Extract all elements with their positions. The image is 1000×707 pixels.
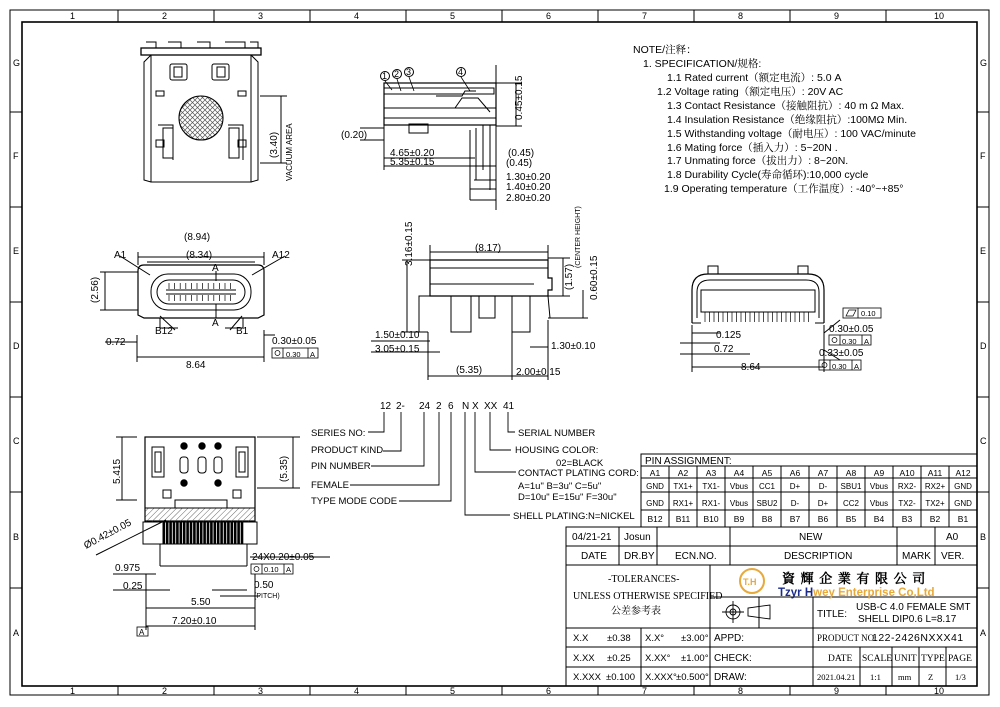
grid-col-bottom: 6 bbox=[546, 686, 552, 696]
svg-text:0.10: 0.10 bbox=[264, 565, 279, 574]
svg-text:DESCRIPTION: DESCRIPTION bbox=[784, 551, 853, 562]
company-logo bbox=[740, 569, 764, 593]
svg-text:2.80±0.20: 2.80±0.20 bbox=[506, 193, 551, 204]
pin-label-b: B2 bbox=[929, 514, 941, 524]
svg-text:UNIT: UNIT bbox=[894, 654, 917, 664]
svg-text:-TOLERANCES-: -TOLERANCES- bbox=[608, 574, 680, 585]
svg-text:7.20±0.10: 7.20±0.10 bbox=[172, 616, 217, 627]
solder-pad bbox=[166, 522, 168, 544]
svg-text:A0: A0 bbox=[946, 532, 959, 543]
svg-text:24X0.20±0.05: 24X0.20±0.05 bbox=[252, 552, 315, 563]
solder-pad bbox=[183, 522, 185, 544]
grid-row-right: C bbox=[980, 436, 987, 446]
grid-row-right: E bbox=[980, 246, 987, 256]
svg-text:Ø0.42±0.05: Ø0.42±0.05 bbox=[82, 517, 134, 552]
company-name-cn: 資 輝 企 業 有 限 公 司 bbox=[782, 571, 927, 586]
pin-signal-a: CC1 bbox=[758, 482, 776, 491]
pin-label-b: B11 bbox=[675, 514, 691, 524]
svg-text:0.25: 0.25 bbox=[123, 581, 143, 592]
pin-signal-b: Vbus bbox=[869, 499, 889, 508]
pin-label-b: B4 bbox=[873, 514, 885, 524]
svg-text:X.XX°: X.XX° bbox=[645, 653, 671, 664]
svg-text:(0.45): (0.45) bbox=[506, 158, 533, 169]
svg-text:DRAW:: DRAW: bbox=[714, 672, 747, 683]
pin-label-a: A7 bbox=[817, 468, 829, 478]
solder-pad bbox=[194, 522, 196, 544]
svg-text:TYPE MODE CODE: TYPE MODE CODE bbox=[311, 496, 398, 507]
svg-text:SERIES NO:: SERIES NO: bbox=[311, 428, 366, 439]
pin-label-a: A2 bbox=[677, 468, 689, 478]
pin-signal-a: RX2+ bbox=[924, 482, 946, 491]
svg-text:A12: A12 bbox=[272, 250, 290, 261]
right-view bbox=[680, 266, 840, 372]
pin-label-b: B7 bbox=[789, 514, 801, 524]
grid-row-left: D bbox=[13, 341, 20, 351]
grid-col-top: 3 bbox=[258, 11, 264, 21]
grid-col-top: 8 bbox=[738, 11, 744, 21]
svg-text:0.125: 0.125 bbox=[716, 330, 742, 341]
svg-text:公差参考表: 公差参考表 bbox=[611, 606, 661, 617]
solder-pad bbox=[200, 522, 202, 544]
svg-text:1.40±0.20: 1.40±0.20 bbox=[506, 182, 551, 193]
svg-text:MARK: MARK bbox=[902, 551, 931, 562]
grid-row-right: B bbox=[980, 532, 987, 542]
top-view bbox=[141, 42, 287, 182]
svg-text:PAGE: PAGE bbox=[948, 654, 972, 664]
grid-col-bottom: 7 bbox=[642, 686, 648, 696]
pin-label-a: A1 bbox=[649, 468, 661, 478]
part-number-decoder bbox=[311, 401, 639, 522]
pin-signal-a: Vbus bbox=[869, 482, 889, 491]
svg-text:(2.56): (2.56) bbox=[90, 276, 101, 303]
svg-text:SHELL DIP0.6 L=8.17: SHELL DIP0.6 L=8.17 bbox=[858, 614, 957, 625]
pin-label-a: A5 bbox=[761, 468, 773, 478]
svg-text:TYPE: TYPE bbox=[921, 654, 945, 664]
note-1-3: 1.3 Contact Resistance（接触阻抗）: 40 m Ω Max. bbox=[667, 100, 905, 112]
grid-row-left: B bbox=[13, 532, 20, 542]
solder-pad bbox=[238, 522, 240, 544]
code-digit: XX bbox=[484, 401, 498, 412]
solder-pad bbox=[231, 522, 233, 544]
solder-pad bbox=[221, 522, 223, 544]
code-digit: N bbox=[462, 401, 470, 412]
svg-text:TITLE:: TITLE: bbox=[817, 609, 848, 620]
svg-text:8.64: 8.64 bbox=[741, 362, 761, 373]
revision-block bbox=[566, 527, 977, 565]
code-digit: X bbox=[472, 401, 479, 412]
note-1-2: 1.2 Voltage rating（额定电压）: 20V AC bbox=[657, 86, 844, 98]
svg-text:(8.94): (8.94) bbox=[184, 232, 211, 243]
svg-text:5.415: 5.415 bbox=[112, 458, 123, 484]
svg-text:1/3: 1/3 bbox=[955, 672, 966, 682]
pin-label-a: A6 bbox=[789, 468, 801, 478]
svg-text:0.10: 0.10 bbox=[861, 309, 876, 318]
grid-col-top: 7 bbox=[642, 11, 648, 21]
solder-pad bbox=[197, 522, 199, 544]
grid-col-top: 2 bbox=[162, 11, 168, 21]
solder-pad bbox=[207, 522, 209, 544]
svg-text:A: A bbox=[286, 565, 292, 574]
svg-text:USB-C 4.0 FEMALE SMT: USB-C 4.0 FEMALE SMT bbox=[856, 602, 971, 613]
svg-text:B1: B1 bbox=[236, 326, 249, 337]
svg-text:CONTACT PLATING CORD:: CONTACT PLATING CORD: bbox=[518, 468, 639, 479]
note-1-1: 1.1 Rated current（额定电流）: 5.0 A bbox=[667, 72, 842, 84]
svg-text:(5.35): (5.35) bbox=[456, 365, 483, 376]
pin-label-a: A8 bbox=[845, 468, 857, 478]
bottom-dims bbox=[82, 456, 314, 637]
solder-pad bbox=[241, 522, 243, 544]
pin-signal-a: TX1- bbox=[702, 482, 720, 491]
solder-pad bbox=[173, 522, 175, 544]
grid-col-top: 4 bbox=[354, 11, 360, 21]
side-callouts bbox=[381, 67, 471, 91]
svg-text:(PITCH): (PITCH) bbox=[254, 593, 280, 600]
grid-row-right: A bbox=[980, 628, 987, 638]
grid-col-top: 1 bbox=[70, 11, 76, 21]
svg-text:±0.25: ±0.25 bbox=[607, 653, 631, 664]
pin-signal-b: TX2+ bbox=[925, 499, 945, 508]
svg-text:X.X°: X.X° bbox=[645, 633, 665, 644]
note-1-4: 1.4 Insulation Resistance（绝缘阻抗）:100MΩ Min. bbox=[667, 114, 908, 126]
svg-text:FEMALE: FEMALE bbox=[311, 480, 350, 491]
pin-label-a: A9 bbox=[873, 468, 885, 478]
dim-vacuum-area: VACUUM AREA bbox=[285, 123, 294, 181]
grid-col-bottom: 1 bbox=[70, 686, 76, 696]
grid-col-bottom: 3 bbox=[258, 686, 264, 696]
svg-text:1:1: 1:1 bbox=[870, 672, 881, 682]
center-dims bbox=[375, 206, 600, 378]
svg-text:0.72: 0.72 bbox=[106, 337, 126, 348]
solder-pad bbox=[180, 522, 182, 544]
solder-pad bbox=[204, 522, 206, 544]
note-1-5: 1.5 Withstanding voltage（耐电压）: 100 VAC/minute bbox=[667, 128, 917, 140]
pin-signal-b: D- bbox=[790, 499, 800, 508]
pin-label-a: A12 bbox=[955, 468, 971, 478]
svg-text:0.30: 0.30 bbox=[286, 350, 301, 359]
bottom-view bbox=[96, 437, 330, 630]
solder-pad bbox=[187, 522, 189, 544]
svg-text:A: A bbox=[310, 350, 316, 359]
solder-pad bbox=[163, 522, 165, 544]
svg-text:5.35±0.15: 5.35±0.15 bbox=[390, 157, 435, 168]
pin-signal-a: RX2- bbox=[897, 482, 917, 491]
svg-text:X.XX: X.XX bbox=[573, 653, 595, 664]
svg-text:1: 1 bbox=[382, 71, 388, 81]
svg-text:Josun: Josun bbox=[624, 532, 651, 543]
svg-text:A: A bbox=[212, 318, 219, 329]
svg-text:SERIAL NUMBER: SERIAL NUMBER bbox=[518, 428, 596, 439]
note-1-8: 1.8 Durability Cycle(寿命循环):10,000 cycle bbox=[667, 169, 869, 181]
code-digit: 2- bbox=[396, 401, 405, 412]
pin-label-a: A4 bbox=[733, 468, 745, 478]
svg-text:1.50±0.10: 1.50±0.10 bbox=[375, 330, 420, 341]
projection-symbol bbox=[722, 601, 770, 623]
grid-col-bottom: 9 bbox=[834, 686, 840, 696]
svg-text:3: 3 bbox=[406, 67, 412, 77]
svg-text:2: 2 bbox=[394, 69, 400, 79]
notes-title: NOTE/注释： bbox=[633, 44, 697, 56]
svg-text:Z: Z bbox=[928, 672, 934, 682]
svg-text:0.30±0.05: 0.30±0.05 bbox=[272, 336, 317, 347]
grid-col-top: 10 bbox=[934, 11, 945, 21]
grid-row-left: G bbox=[13, 58, 21, 68]
notes-spec-header: 1. SPECIFICATION/规格: bbox=[643, 58, 762, 70]
svg-text:PIN NUMBER: PIN NUMBER bbox=[311, 461, 371, 472]
svg-text:(CENTER HEIGHT): (CENTER HEIGHT) bbox=[575, 206, 582, 268]
svg-text:D=10u" E=15u" F=30u": D=10u" E=15u" F=30u" bbox=[518, 492, 617, 503]
pin-signal-b: TX2- bbox=[898, 499, 916, 508]
svg-text:4.65±0.20: 4.65±0.20 bbox=[390, 148, 435, 159]
svg-text:X.XXX: X.XXX bbox=[573, 672, 601, 683]
svg-text:(5.35): (5.35) bbox=[279, 455, 290, 482]
svg-text:1.30±0.20: 1.30±0.20 bbox=[506, 172, 551, 183]
note-1-7: 1.7 Unmating force（拔出力）: 8~20N. bbox=[667, 155, 849, 167]
grid-row-left: C bbox=[13, 436, 20, 446]
pin-signal-a: GND bbox=[954, 482, 972, 491]
svg-text:VER.: VER. bbox=[941, 551, 965, 562]
right-dims bbox=[714, 308, 881, 373]
svg-text:(0.20): (0.20) bbox=[341, 130, 368, 141]
svg-text:A: A bbox=[139, 628, 145, 637]
svg-text:1.30±0.10: 1.30±0.10 bbox=[551, 341, 596, 352]
code-digit: 12 bbox=[380, 401, 392, 412]
pin-label-b: B9 bbox=[733, 514, 745, 524]
svg-text:T.H: T.H bbox=[743, 577, 757, 587]
svg-text:0.45±0.15: 0.45±0.15 bbox=[514, 75, 525, 120]
pin-signal-b: CC2 bbox=[842, 499, 860, 508]
svg-text:2021.04.21: 2021.04.21 bbox=[817, 672, 856, 682]
pin-label-a: A3 bbox=[705, 468, 717, 478]
svg-text:0.30±0.05: 0.30±0.05 bbox=[829, 324, 874, 335]
pin-signal-b: GND bbox=[646, 499, 664, 508]
company-name-en: Tzyr Hwey Enterprise Co,Ltd bbox=[778, 587, 935, 599]
grid-row-right: F bbox=[980, 151, 986, 161]
svg-text:5.50: 5.50 bbox=[191, 597, 211, 608]
svg-text:ECN.NO.: ECN.NO. bbox=[675, 551, 717, 562]
grid-row-right: G bbox=[980, 58, 988, 68]
grid-row-left: E bbox=[13, 246, 20, 256]
svg-text:0.50: 0.50 bbox=[254, 580, 274, 591]
pin-signal-a: D- bbox=[818, 482, 828, 491]
solder-pad bbox=[217, 522, 219, 544]
svg-text:±0.38: ±0.38 bbox=[607, 633, 631, 644]
svg-text:UNLESS OTHERWISE SPECIFIED: UNLESS OTHERWISE SPECIFIED bbox=[573, 591, 723, 602]
svg-text:DATE: DATE bbox=[581, 551, 607, 562]
solder-pad bbox=[177, 522, 179, 544]
svg-text:PRODUCT NO:: PRODUCT NO: bbox=[817, 633, 877, 643]
front-view bbox=[100, 252, 285, 362]
svg-text:(8.34): (8.34) bbox=[186, 250, 213, 261]
svg-text:X.XXX°: X.XXX° bbox=[645, 672, 677, 683]
pin-label-b: B10 bbox=[703, 514, 719, 524]
grid-row-left: F bbox=[13, 151, 19, 161]
svg-text:(8.17): (8.17) bbox=[475, 243, 502, 254]
svg-text:A: A bbox=[864, 337, 870, 346]
svg-text:0.30: 0.30 bbox=[842, 337, 857, 346]
svg-text:04/21-21: 04/21-21 bbox=[572, 532, 612, 543]
pin-assignment-title: PIN ASSIGNMENT: bbox=[645, 456, 732, 467]
svg-text:±3.00°: ±3.00° bbox=[681, 633, 709, 644]
pin-signal-b: RX1+ bbox=[672, 499, 694, 508]
svg-text:02=BLACK: 02=BLACK bbox=[556, 458, 604, 469]
solder-pad bbox=[170, 522, 172, 544]
pin-label-b: B5 bbox=[845, 514, 857, 524]
svg-text:0.60±0.15: 0.60±0.15 bbox=[589, 255, 600, 300]
note-1-6: 1.6 Mating force（插入力）: 5~20N . bbox=[667, 142, 838, 154]
grid-col-bottom: 5 bbox=[450, 686, 456, 696]
pin-signal-b: SBU2 bbox=[756, 499, 778, 508]
svg-text:A=1u" B=3u" C=5u": A=1u" B=3u" C=5u" bbox=[518, 481, 602, 492]
svg-text:4: 4 bbox=[458, 67, 464, 77]
grid-row-left: A bbox=[13, 628, 20, 638]
code-digit: 41 bbox=[503, 401, 515, 412]
pin-signal-a: Vbus bbox=[729, 482, 749, 491]
svg-text:0.30: 0.30 bbox=[832, 362, 847, 371]
svg-text:0.975: 0.975 bbox=[115, 563, 141, 574]
svg-text:DR.BY: DR.BY bbox=[624, 551, 655, 562]
svg-text:HOUSING COLOR:: HOUSING COLOR: bbox=[515, 445, 599, 456]
svg-text:(1.57): (1.57) bbox=[564, 263, 575, 290]
title-block bbox=[566, 565, 977, 686]
pin-assignment-table bbox=[641, 454, 977, 527]
dim-3-40: (3.40) bbox=[269, 131, 280, 158]
svg-text:SCALE: SCALE bbox=[862, 654, 893, 664]
svg-text:2.00±0.15: 2.00±0.15 bbox=[516, 367, 561, 378]
svg-text:SHELL PLATING:N=NICKEL: SHELL PLATING:N=NICKEL bbox=[513, 511, 635, 522]
grid-col-top: 9 bbox=[834, 11, 840, 21]
front-dims bbox=[90, 232, 318, 371]
solder-pad bbox=[211, 522, 213, 544]
grid-col-bottom: 4 bbox=[354, 686, 360, 696]
svg-text:mm: mm bbox=[898, 672, 912, 682]
solder-pad bbox=[214, 522, 216, 544]
svg-text:APPD:: APPD: bbox=[714, 633, 745, 644]
svg-text:0.72: 0.72 bbox=[714, 344, 734, 355]
code-digit: 24 bbox=[419, 401, 431, 412]
svg-text:B12: B12 bbox=[155, 326, 173, 337]
svg-text:PRODUCT KIND: PRODUCT KIND bbox=[311, 445, 384, 456]
pin-signal-b: RX1- bbox=[701, 499, 721, 508]
svg-text:X.X: X.X bbox=[573, 633, 589, 644]
svg-text:122-2426NXXX41: 122-2426NXXX41 bbox=[872, 632, 964, 644]
grid-col-bottom: 10 bbox=[934, 686, 945, 696]
svg-text:3.05±0.15: 3.05±0.15 bbox=[375, 344, 420, 355]
code-digit: 6 bbox=[448, 401, 454, 412]
pin-label-a: A10 bbox=[899, 468, 915, 478]
pin-signal-b: D+ bbox=[817, 499, 829, 508]
pin-signal-a: TX1+ bbox=[673, 482, 693, 491]
svg-text:(0.45): (0.45) bbox=[508, 148, 535, 159]
code-digit: 2 bbox=[436, 401, 442, 412]
svg-text:CHECK:: CHECK: bbox=[714, 653, 752, 664]
solder-pad bbox=[228, 522, 230, 544]
pin-label-b: B6 bbox=[817, 514, 829, 524]
pin-label-b: B12 bbox=[647, 514, 663, 524]
svg-text:±0.100: ±0.100 bbox=[606, 672, 635, 683]
pin-label-b: B1 bbox=[957, 514, 969, 524]
svg-text:0.33±0.05: 0.33±0.05 bbox=[819, 348, 864, 359]
pin-label-b: B3 bbox=[901, 514, 913, 524]
svg-text:NEW: NEW bbox=[799, 532, 823, 543]
note-1-9: 1.9 Operating temperature（工作温度）: -40°~+85° bbox=[664, 183, 904, 195]
pin-signal-b: GND bbox=[954, 499, 972, 508]
solder-pad bbox=[234, 522, 236, 544]
notes-block bbox=[633, 44, 916, 195]
svg-text:3.16±0.15: 3.16±0.15 bbox=[404, 221, 415, 266]
svg-text:±1.00°: ±1.00° bbox=[681, 653, 709, 664]
pin-label-b: B8 bbox=[761, 514, 773, 524]
pin-signal-a: SBU1 bbox=[840, 482, 862, 491]
svg-text:8.64: 8.64 bbox=[186, 360, 206, 371]
grid-col-bottom: 2 bbox=[162, 686, 168, 696]
svg-text:A1: A1 bbox=[114, 250, 127, 261]
solder-pad bbox=[224, 522, 226, 544]
svg-text:±0.500°: ±0.500° bbox=[676, 672, 709, 683]
svg-text:DATE: DATE bbox=[828, 654, 853, 664]
svg-text:A: A bbox=[854, 362, 860, 371]
grid-col-top: 6 bbox=[546, 11, 552, 21]
solder-pad bbox=[190, 522, 192, 544]
side-view bbox=[360, 65, 522, 210]
pin-signal-b: Vbus bbox=[729, 499, 749, 508]
pin-label-a: A11 bbox=[927, 468, 943, 478]
grid-col-top: 5 bbox=[450, 11, 456, 21]
svg-text:A: A bbox=[212, 263, 219, 274]
pin-signal-a: D+ bbox=[789, 482, 801, 491]
grid-col-bottom: 8 bbox=[738, 686, 744, 696]
grid-row-right: D bbox=[980, 341, 987, 351]
pin-signal-a: GND bbox=[646, 482, 664, 491]
